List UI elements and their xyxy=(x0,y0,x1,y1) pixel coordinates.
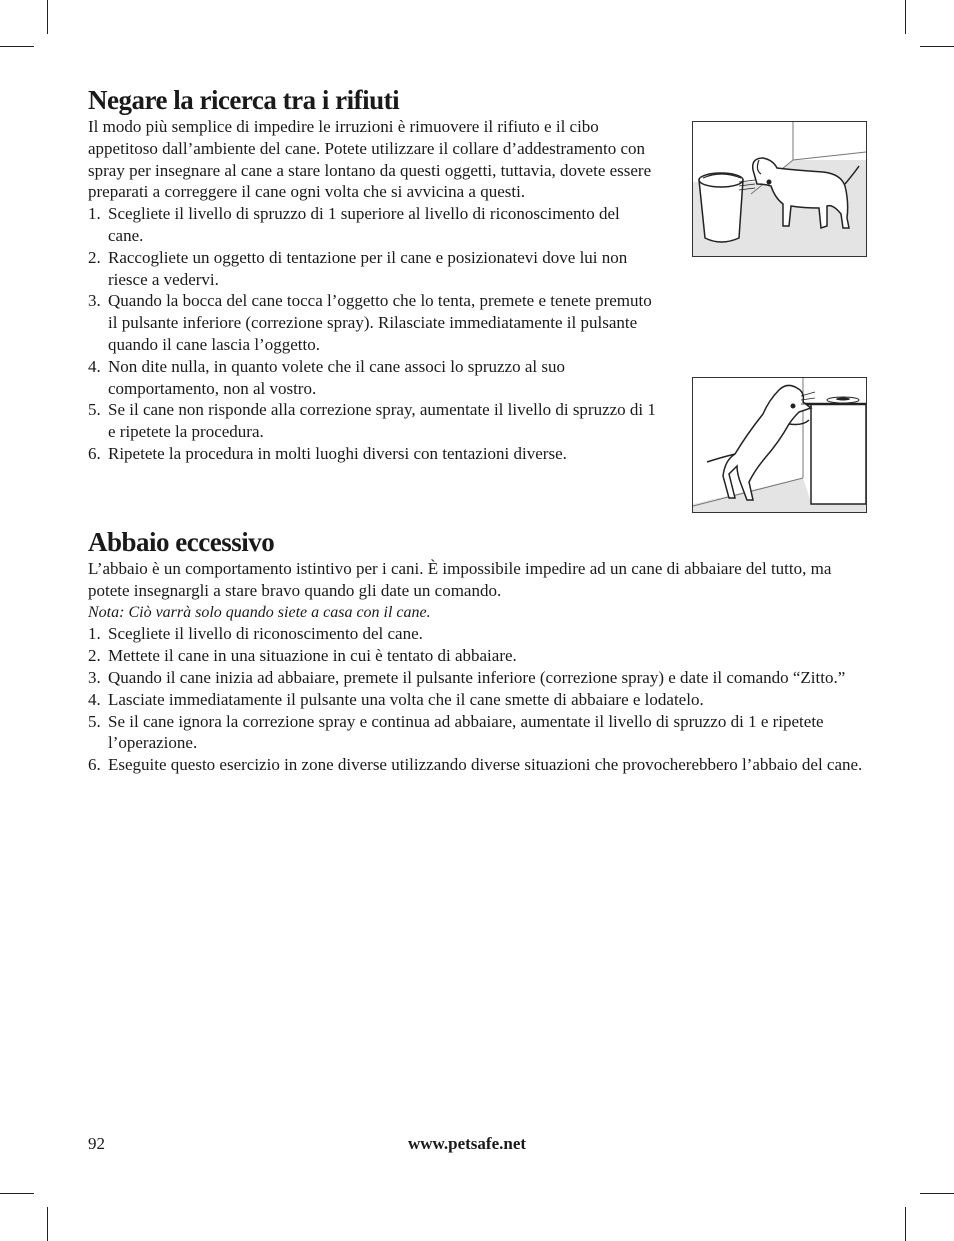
step-number: 3. xyxy=(88,291,101,311)
list-item xyxy=(88,356,658,400)
page-number: 92 xyxy=(88,1134,105,1153)
crop-mark xyxy=(47,1207,48,1241)
step-number: 6. xyxy=(88,755,101,775)
list-item xyxy=(88,645,868,667)
list-item xyxy=(88,754,868,776)
step-number: 2. xyxy=(88,247,101,267)
step-text: Lasciate immediatamente il pulsante una volta che il cane smette di abbaiare e lodatelo. xyxy=(108,689,704,709)
step-text: Quando il cane inizia ad abbaiare, premete il pulsante inferiore (correzione spray) e date il comando “Zitto.” xyxy=(108,667,846,687)
list-item xyxy=(88,689,868,711)
crop-mark xyxy=(920,46,954,47)
list-item xyxy=(88,443,658,465)
list-item xyxy=(88,399,658,443)
section-barking xyxy=(88,526,868,776)
list-item xyxy=(88,667,868,689)
crop-mark xyxy=(47,0,48,34)
step-text: Scegliete il livello di riconoscimento del cane. xyxy=(108,624,423,644)
step-number: 4. xyxy=(88,356,101,376)
step-number: 2. xyxy=(88,646,101,666)
crop-mark xyxy=(920,1193,954,1194)
step-number: 6. xyxy=(88,443,101,463)
section-intro: L’abbaio è un comportamento istintivo per i cani. È impossibile impedire ad un cane di abbaiare del tutto, ma potete insegnargli a stare bravo quando gli date un comando. xyxy=(88,559,832,600)
step-text: Ripetete la procedura in molti luoghi diversi con tentazioni diverse. xyxy=(108,443,567,463)
steps-list xyxy=(88,623,868,776)
steps-list xyxy=(88,203,658,465)
step-number: 1. xyxy=(88,204,101,224)
step-text: Raccogliete un oggetto di tentazione per il cane e posizionatevi dove lui non riesce a vedervi. xyxy=(108,247,628,289)
list-item xyxy=(88,203,658,247)
step-text: Scegliete il livello di spruzzo di 1 superiore al livello di riconoscimento del cane. xyxy=(108,204,620,245)
crop-mark xyxy=(0,46,34,47)
list-item xyxy=(88,247,658,291)
crop-mark xyxy=(905,1207,906,1241)
step-text: Eseguite questo esercizio in zone diverse utilizzando diverse situazioni che provocherebbero l’abbaio del cane. xyxy=(108,755,863,775)
step-text: Mettete il cane in una situazione in cui è tentato di abbaiare. xyxy=(108,646,517,666)
section-title: Negare la ricerca tra i rifiuti xyxy=(88,85,400,115)
dog-sniffing-trash-can-illustration xyxy=(692,121,867,257)
step-number: 1. xyxy=(88,624,101,644)
step-number: 4. xyxy=(88,689,101,709)
step-text: Quando la bocca del cane tocca l’oggetto che lo tenta, premete e tenete premuto il pulsante inferiore (correzione spray). Rilasciate immediatamente il pulsante quando il cane lascia l’oggetto. xyxy=(108,291,652,354)
crop-mark xyxy=(905,0,906,34)
list-item xyxy=(88,711,868,755)
step-number: 5. xyxy=(88,711,101,731)
step-text: Non dite nulla, in quanto volete che il cane associ lo spruzzo al suo comportamento, non al vostro. xyxy=(108,356,565,398)
list-item xyxy=(88,623,868,645)
section-note: Nota: Ciò varrà solo quando siete a casa con il cane. xyxy=(88,603,431,621)
section-title: Abbaio eccessivo xyxy=(88,527,275,557)
website-link[interactable]: www.petsafe.net xyxy=(408,1134,527,1153)
step-text: Se il cane ignora la correzione spray e continua ad abbaiare, aumentate il livello di spruzzo di 1 e ripetete l’operazione. xyxy=(108,711,824,753)
crop-mark xyxy=(0,1193,34,1194)
step-text: Se il cane non risponde alla correzione spray, aumentate il livello di spruzzo di 1 e ripetete la procedura. xyxy=(108,400,656,442)
dog-jumping-at-counter-illustration xyxy=(692,377,867,513)
step-number: 3. xyxy=(88,667,101,687)
list-item xyxy=(88,290,658,355)
section-intro: Il modo più semplice di impedire le irruzioni è rimuovere il rifiuto e il cibo appetitoso dall’ambiente del cane. Potete utilizzare il collare d’addestramento con spray per insegnare al cane a stare lontano da questi oggetti, tuttavia, dovete essere preparati a correggere il cane ogni volta che si avvicina a questi. xyxy=(88,117,652,202)
step-number: 5. xyxy=(88,400,101,420)
